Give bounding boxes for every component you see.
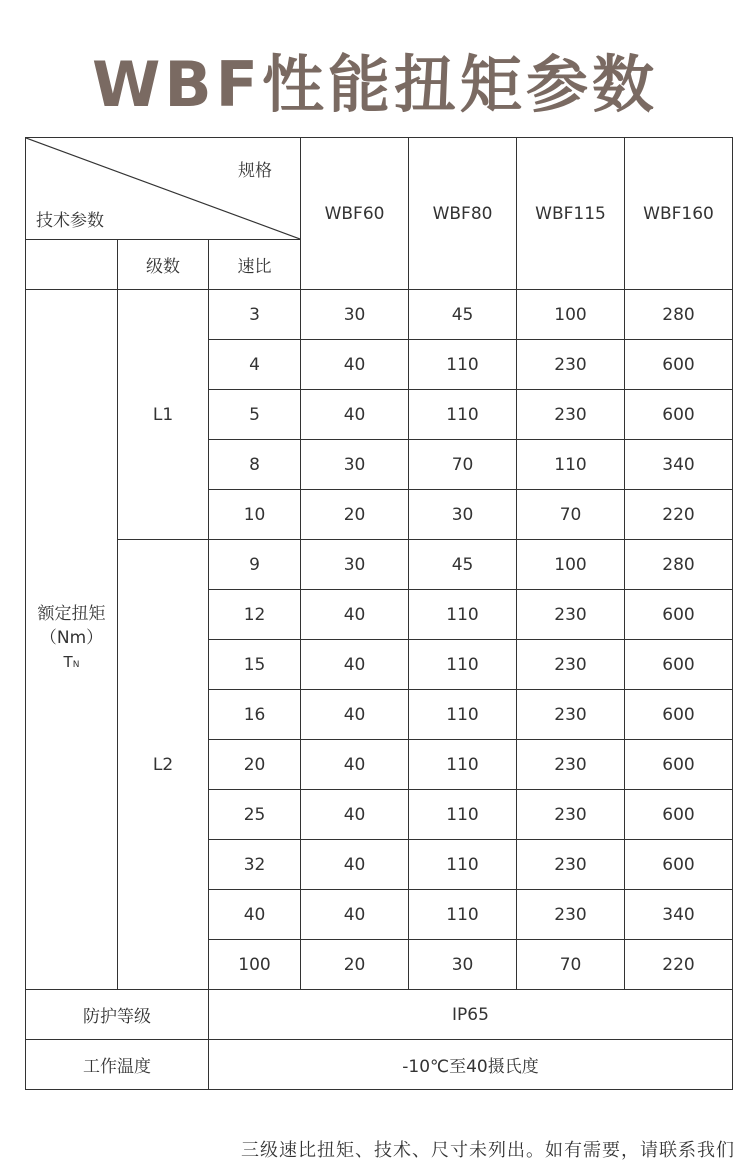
torque-value-cell: 280 bbox=[625, 290, 733, 340]
torque-value-cell: 230 bbox=[517, 840, 625, 890]
rated-torque-symbol bbox=[26, 650, 117, 677]
torque-value-cell: 230 bbox=[517, 640, 625, 690]
torque-value-cell: 20 bbox=[301, 940, 409, 990]
rated-torque-symbol-main: T bbox=[63, 653, 73, 671]
torque-value-cell: 230 bbox=[517, 590, 625, 640]
tech-params-label: 技术参数 bbox=[36, 211, 104, 231]
ratio-cell: 4 bbox=[209, 340, 301, 390]
ratio-cell: 16 bbox=[209, 690, 301, 740]
spec-label: 规格 bbox=[238, 161, 273, 181]
ratio-cell: 32 bbox=[209, 840, 301, 890]
torque-value-cell: 230 bbox=[517, 340, 625, 390]
torque-value-cell: 40 bbox=[301, 340, 409, 390]
protection-label: 防护等级 bbox=[26, 990, 209, 1040]
torque-value-cell: 600 bbox=[625, 690, 733, 740]
ratio-cell: 3 bbox=[209, 290, 301, 340]
ratio-cell: 9 bbox=[209, 540, 301, 590]
torque-value-cell: 40 bbox=[301, 790, 409, 840]
ratio-cell: 40 bbox=[209, 890, 301, 940]
rated-torque-line1: 额定扭矩 bbox=[37, 604, 106, 624]
rated-torque-symbol-sub: N bbox=[72, 660, 80, 670]
temperature-value: -10℃至40摄氏度 bbox=[209, 1040, 733, 1090]
torque-spec-table bbox=[25, 137, 733, 1090]
ratio-cell: 20 bbox=[209, 740, 301, 790]
table-row bbox=[26, 540, 733, 590]
empty-header-cell bbox=[26, 240, 118, 290]
torque-value-cell: 280 bbox=[625, 540, 733, 590]
torque-value-cell: 110 bbox=[409, 640, 517, 690]
ratio-cell: 15 bbox=[209, 640, 301, 690]
torque-value-cell: 110 bbox=[409, 840, 517, 890]
ratio-cell: 100 bbox=[209, 940, 301, 990]
stage-cell: L2 bbox=[118, 540, 209, 990]
torque-value-cell: 110 bbox=[409, 340, 517, 390]
table-row bbox=[26, 290, 733, 340]
torque-value-cell: 220 bbox=[625, 940, 733, 990]
model-header-wbf115: WBF115 bbox=[517, 138, 625, 290]
torque-value-cell: 230 bbox=[517, 890, 625, 940]
torque-value-cell: 70 bbox=[409, 440, 517, 490]
torque-value-cell: 340 bbox=[625, 440, 733, 490]
protection-value: IP65 bbox=[209, 990, 733, 1040]
model-header-wbf160: WBF160 bbox=[625, 138, 733, 290]
torque-value-cell: 600 bbox=[625, 390, 733, 440]
model-header-wbf80: WBF80 bbox=[409, 138, 517, 290]
torque-value-cell: 600 bbox=[625, 590, 733, 640]
torque-value-cell: 40 bbox=[301, 640, 409, 690]
model-header-wbf60: WBF60 bbox=[301, 138, 409, 290]
torque-value-cell: 40 bbox=[301, 590, 409, 640]
protection-row bbox=[26, 990, 733, 1040]
torque-value-cell: 30 bbox=[409, 490, 517, 540]
torque-value-cell: 600 bbox=[625, 640, 733, 690]
torque-value-cell: 40 bbox=[301, 740, 409, 790]
ratio-header: 速比 bbox=[209, 240, 301, 290]
torque-value-cell: 40 bbox=[301, 390, 409, 440]
torque-value-cell: 30 bbox=[301, 440, 409, 490]
torque-value-cell: 40 bbox=[301, 690, 409, 740]
torque-value-cell: 70 bbox=[517, 490, 625, 540]
torque-value-cell: 110 bbox=[409, 590, 517, 640]
torque-value-cell: 230 bbox=[517, 690, 625, 740]
ratio-cell: 10 bbox=[209, 490, 301, 540]
torque-value-cell: 600 bbox=[625, 840, 733, 890]
footnote: 三级速比扭矩、技术、尺寸未列出。如有需要，请联系我们 bbox=[241, 1140, 735, 1161]
torque-value-cell: 100 bbox=[517, 290, 625, 340]
torque-value-cell: 110 bbox=[409, 740, 517, 790]
ratio-cell: 12 bbox=[209, 590, 301, 640]
torque-value-cell: 40 bbox=[301, 890, 409, 940]
ratio-cell: 25 bbox=[209, 790, 301, 840]
torque-value-cell: 110 bbox=[409, 390, 517, 440]
torque-value-cell: 600 bbox=[625, 740, 733, 790]
diagonal-header-cell bbox=[26, 138, 301, 240]
torque-value-cell: 30 bbox=[409, 940, 517, 990]
page-title: WBF性能扭矩参数 bbox=[92, 48, 658, 121]
torque-value-cell: 230 bbox=[517, 390, 625, 440]
torque-value-cell: 20 bbox=[301, 490, 409, 540]
header-row bbox=[26, 138, 733, 240]
torque-value-cell: 100 bbox=[517, 540, 625, 590]
torque-value-cell: 340 bbox=[625, 890, 733, 940]
torque-value-cell: 230 bbox=[517, 790, 625, 840]
temperature-row bbox=[26, 1040, 733, 1090]
torque-value-cell: 40 bbox=[301, 840, 409, 890]
temperature-label: 工作温度 bbox=[26, 1040, 209, 1090]
torque-value-cell: 70 bbox=[517, 940, 625, 990]
torque-value-cell: 230 bbox=[517, 740, 625, 790]
ratio-cell: 5 bbox=[209, 390, 301, 440]
torque-value-cell: 30 bbox=[301, 540, 409, 590]
torque-value-cell: 110 bbox=[409, 690, 517, 740]
rated-torque-label bbox=[26, 290, 118, 990]
torque-value-cell: 45 bbox=[409, 290, 517, 340]
torque-value-cell: 220 bbox=[625, 490, 733, 540]
torque-value-cell: 110 bbox=[517, 440, 625, 490]
rated-torque-unit: （Nm） bbox=[39, 628, 104, 648]
torque-value-cell: 600 bbox=[625, 340, 733, 390]
ratio-cell: 8 bbox=[209, 440, 301, 490]
torque-value-cell: 45 bbox=[409, 540, 517, 590]
stage-cell: L1 bbox=[118, 290, 209, 540]
torque-value-cell: 110 bbox=[409, 790, 517, 840]
torque-value-cell: 110 bbox=[409, 890, 517, 940]
torque-value-cell: 30 bbox=[301, 290, 409, 340]
torque-value-cell: 600 bbox=[625, 790, 733, 840]
stage-header: 级数 bbox=[118, 240, 209, 290]
